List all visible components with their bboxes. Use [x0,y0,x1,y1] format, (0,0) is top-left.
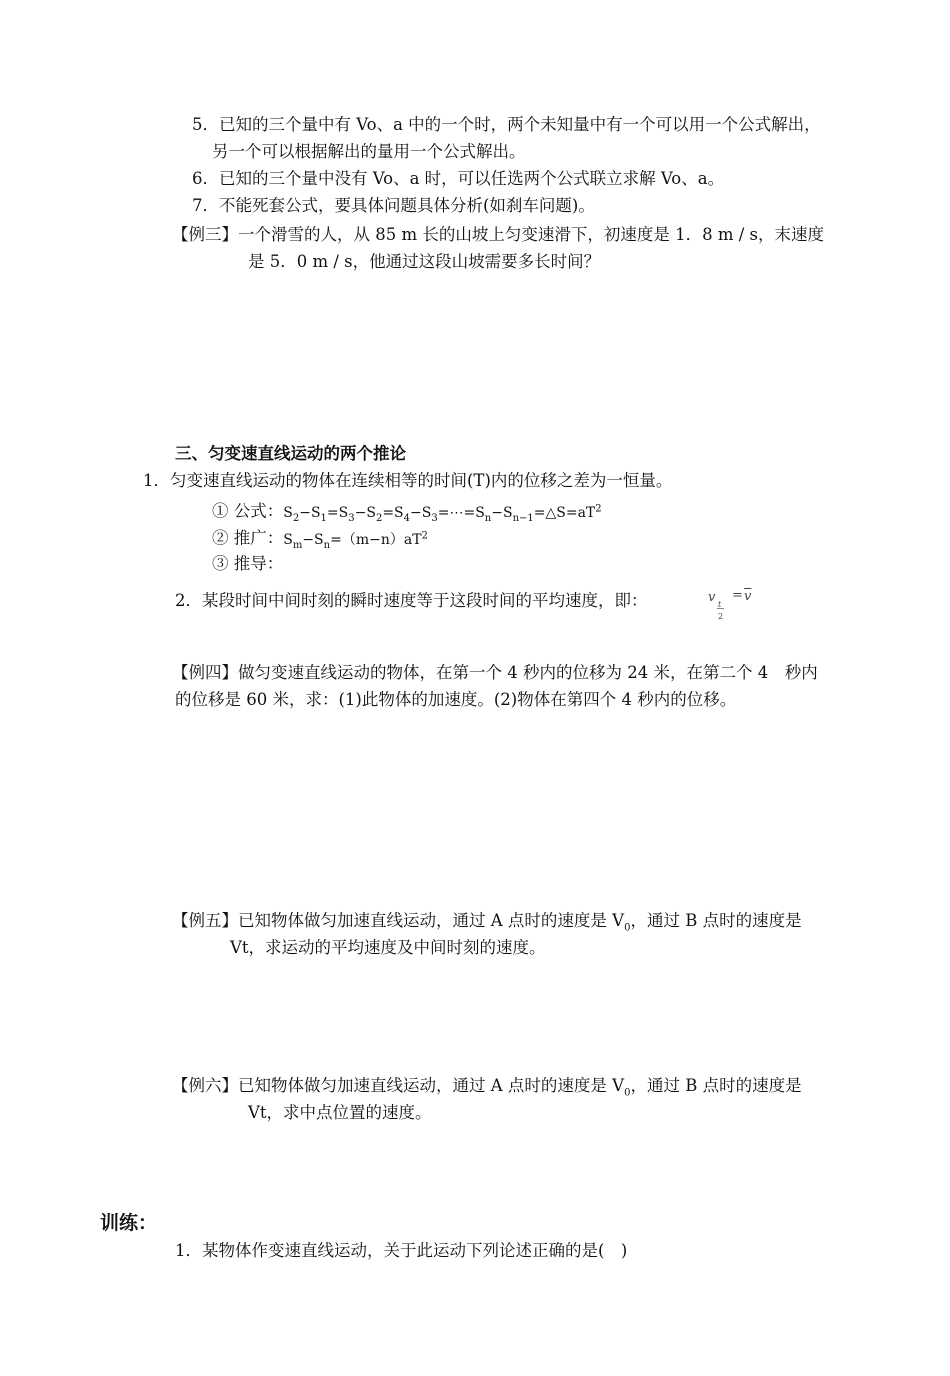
inference-1-derivation: ③ 推导： [212,554,284,573]
section-3-title: 三、匀变速直线运动的两个推论 [175,444,406,463]
example-6-line-1 [172,1075,802,1104]
subscript-zero: 0 [624,1087,631,1099]
training-heading: 训练： [100,1212,158,1234]
item-5-line-2: 另一个可以根据解出的量用一个公式解出。 [212,142,526,161]
subscript-zero: 0 [624,922,631,934]
inference-2: 2．某段时间中间时刻的瞬时速度等于这段时间的平均速度，即： [175,591,648,610]
example-5-line-1 [172,910,802,939]
inference-1-extension [212,525,428,556]
example-3-line-2: 是 5．0 m / s，他通过这段山坡需要多长时间？ [248,252,601,271]
item-5-line-1: 5．已知的三个量中有 Vo、a 中的一个时，两个未知量中有一个可以用一个公式解出， [192,115,821,134]
mid-time-velocity-formula: v t 2 = $\overline{v}$ [708,588,752,621]
extension-expression: $S_m-S_n=(m-n)aT^2$ [283,530,428,551]
item-7: 7．不能死套公式，要具体问题具体分析(如刹车问题)。 [192,196,595,215]
extension-label: ② 推广： [212,528,284,548]
example-6-text: 【例六】已知物体做匀加速直线运动，通过 A 点时的速度是 V [172,1076,625,1095]
example-6-line-2: Vt，求中点位置的速度。 [248,1103,432,1122]
example-6-text-end: ，通过 B 点时的速度是 [630,1076,802,1095]
example-3-line-1: 【例三】一个滑雪的人，从 85 m 长的山坡上匀变速滑下，初速度是 1．8 m / s，末速度 [172,225,825,244]
example-5-text: 【例五】已知物体做匀加速直线运动，通过 A 点时的速度是 V [172,911,625,930]
formula-expression: $S_2-S_1=S_3-S_2=S_4-S_3=\cdots=S_n-S_{n-1}=\triangle S=aT^2$ [283,503,602,524]
training-question-1: 1．某物体作变速直线运动，关于此运动下列论述正确的是( ) [175,1241,628,1260]
example-5-text-end: ，通过 B 点时的速度是 [630,911,802,930]
item-6: 6．已知的三个量中没有 Vo、a 时，可以任选两个公式联立求解 Vo、a。 [192,169,725,188]
example-5-line-2: Vt，求运动的平均速度及中间时刻的速度。 [230,938,546,957]
example-4-line-2: 的位移是 60 米，求：(1)此物体的加速度。(2)物体在第四个 4 秒内的位移。 [175,690,737,709]
example-4-line-1: 【例四】做匀变速直线运动的物体，在第一个 4 秒内的位移为 24 米，在第二个 4 秒内 [172,663,818,682]
formula-label: ① 公式： [212,501,284,521]
inference-1: 1．匀变速直线运动的物体在连续相等的时间(T)内的位移之差为一恒量。 [143,471,673,490]
